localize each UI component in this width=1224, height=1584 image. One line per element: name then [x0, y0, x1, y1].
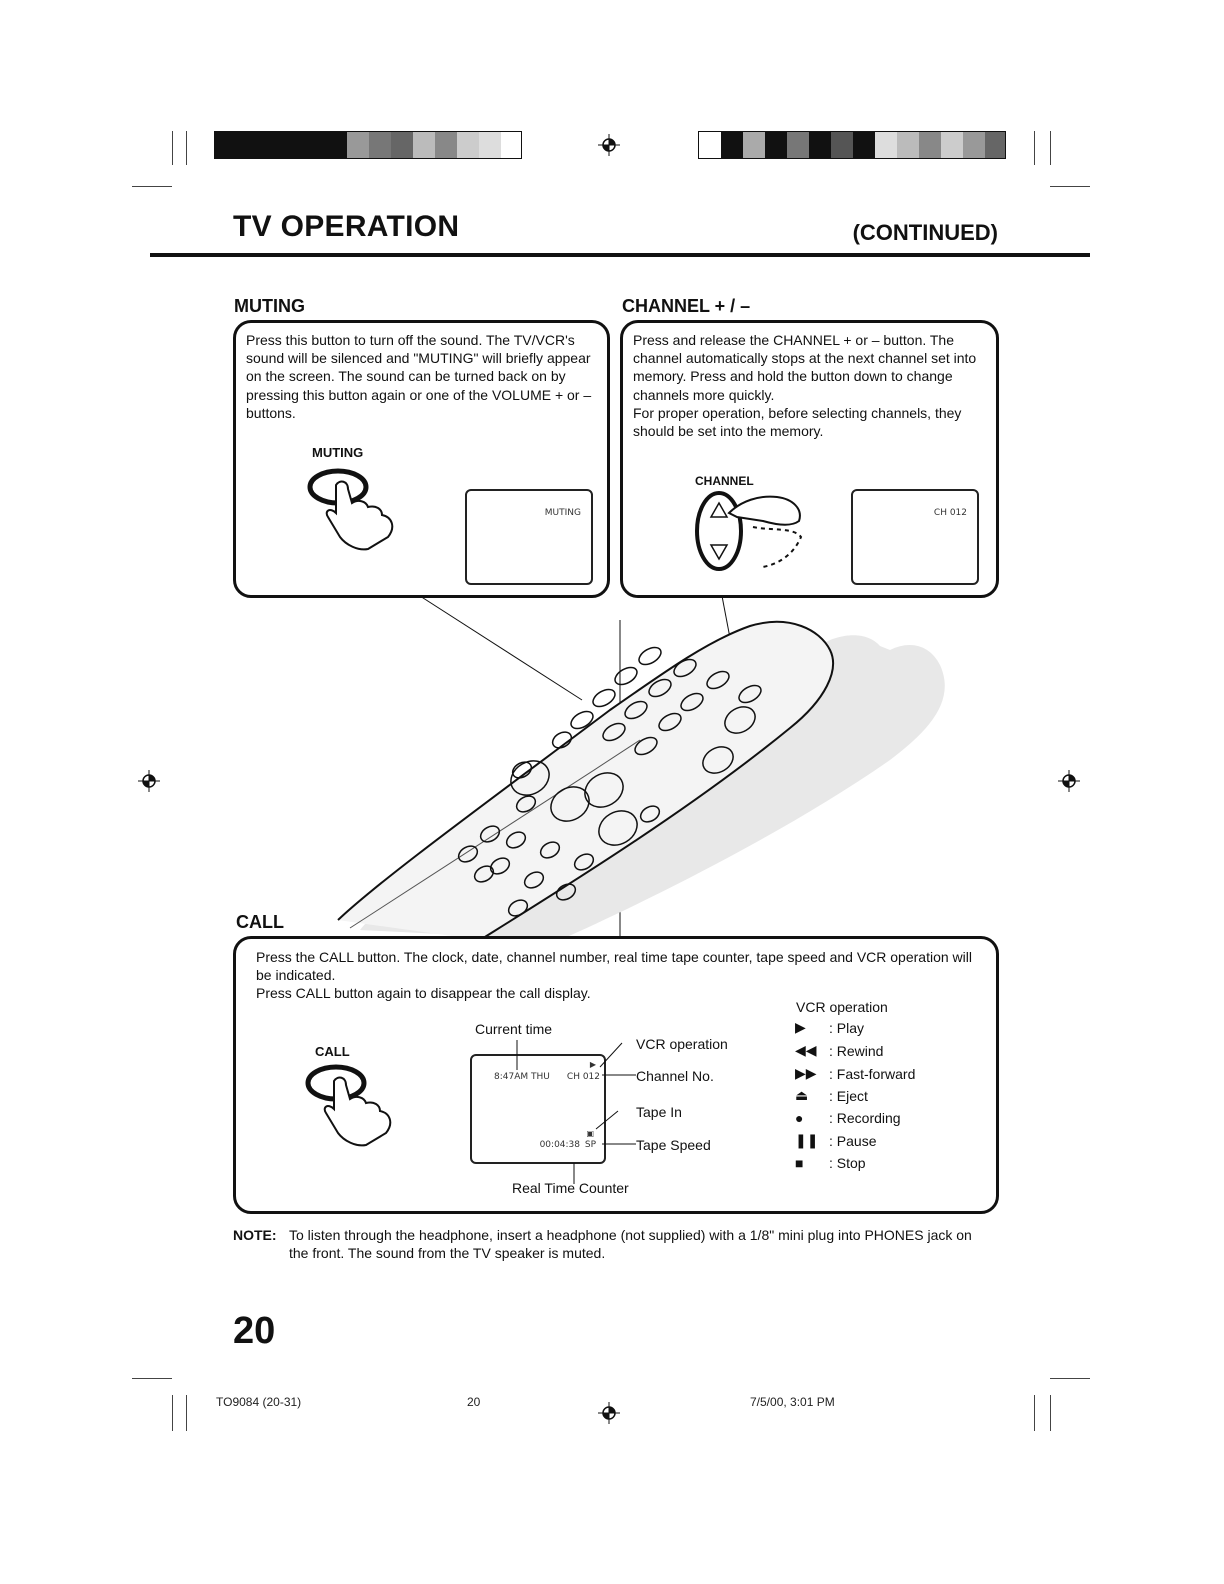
eject-icon: ⏏ — [795, 1087, 809, 1103]
call-description-line-2: Press CALL button again to disappear the call display. — [256, 985, 591, 1002]
crop-mark — [1050, 131, 1051, 165]
record-icon: ● — [795, 1110, 804, 1126]
channel-panel — [620, 320, 999, 598]
channel-description — [633, 331, 989, 440]
call-osd-play-icon: ▶ — [589, 1060, 596, 1069]
muting-button-label: MUTING — [312, 445, 364, 460]
legend-row-fast-forward: ▶▶ : Fast-forward — [795, 1065, 916, 1082]
footer-timestamp: 7/5/00, 3:01 PM — [750, 1395, 835, 1409]
muting-heading: MUTING — [234, 296, 305, 316]
rewind-icon: ◀◀ — [795, 1042, 817, 1058]
muting-tv-screen — [465, 489, 593, 585]
callout-vcr-operation: VCR operation — [636, 1036, 728, 1052]
play-icon: ▶ — [795, 1019, 806, 1035]
stop-icon: ■ — [795, 1155, 804, 1171]
channel-description-line-1: Press and release the CHANNEL + or – button. The channel automatically stops at the next channel set into memory. Press and hold the button down to change channels more quickly. — [633, 332, 977, 403]
call-button-label: CALL — [315, 1044, 350, 1059]
crop-mark — [1050, 1378, 1090, 1379]
call-osd-counter: 00:04:38 — [539, 1140, 580, 1150]
legend-row-play: ▶ : Play — [795, 1019, 865, 1036]
channel-description-line-2: For proper operation, before selecting channels, they should be set into the memory. — [633, 404, 962, 440]
callout-channel-no: Channel No. — [636, 1068, 714, 1084]
tape-in-icon: ▣ — [586, 1129, 594, 1138]
callout-tape-in: Tape In — [636, 1104, 682, 1120]
page-number: 20 — [233, 1310, 276, 1352]
registration-mark-icon — [598, 134, 620, 156]
legend-title: VCR operation — [796, 999, 888, 1015]
callout-tape-speed: Tape Speed — [636, 1137, 711, 1153]
crop-mark — [186, 1395, 187, 1431]
footer-page: 20 — [467, 1395, 481, 1409]
crop-mark — [1034, 1395, 1035, 1431]
registration-mark-icon — [1058, 770, 1080, 792]
channel-heading: CHANNEL + / – — [622, 296, 751, 316]
callout-current-time: Current time — [475, 1021, 553, 1037]
call-osd-speed: SP — [584, 1140, 596, 1150]
crop-mark — [1034, 131, 1035, 165]
crop-mark — [1050, 1395, 1051, 1431]
call-osd-channel: CH 012 — [566, 1072, 600, 1082]
header-rule — [150, 253, 1090, 257]
note-text: To listen through the headphone, insert a headphone (not supplied) with a 1/8" mini plug into PHONES jack on the front. The sound from the TV speaker is muted. — [289, 1227, 972, 1261]
note — [233, 1226, 993, 1262]
callout-real-time-counter: Real Time Counter — [512, 1180, 629, 1196]
muting-osd-text: MUTING — [544, 508, 581, 518]
crop-mark — [172, 131, 173, 165]
legend-row-pause: ❚❚ : Pause — [795, 1132, 877, 1149]
crop-mark — [186, 131, 187, 165]
legend-row-stop: ■ : Stop — [795, 1155, 866, 1171]
pause-icon: ❚❚ — [795, 1132, 819, 1148]
call-heading: CALL — [236, 912, 284, 932]
call-osd-time: 8:47AM THU — [494, 1072, 550, 1082]
color-bar-left — [214, 131, 522, 159]
hand-press-icon — [302, 463, 402, 553]
note-label: NOTE: — [233, 1227, 277, 1243]
color-bar-right — [698, 131, 1006, 159]
crop-mark — [172, 1395, 173, 1431]
remote-control-illustration — [230, 590, 1000, 940]
muting-panel — [233, 320, 610, 598]
fast-forward-icon: ▶▶ — [795, 1065, 817, 1081]
legend-row-eject: ⏏ : Eject — [795, 1087, 868, 1104]
footer-job-code: TO9084 (20-31) — [216, 1395, 302, 1409]
registration-mark-icon — [598, 1402, 620, 1424]
call-description-line-1: Press the CALL button. The clock, date, channel number, real time tape counter, tape speed and VCR operation will be indicated. — [256, 949, 972, 984]
channel-osd-text: CH 012 — [933, 508, 967, 518]
crop-mark — [132, 1378, 172, 1379]
legend-row-rewind: ◀◀ : Rewind — [795, 1042, 884, 1059]
registration-mark-icon — [138, 770, 160, 792]
channel-rocker-icon — [693, 487, 833, 577]
muting-description: Press this button to turn off the sound. The TV/VCR's sound will be silenced and "MUTING" will briefly appear on the screen. The sound can be turned back on by pressing this button again or one of the VOLUME + or – buttons. — [246, 332, 592, 421]
crop-mark — [132, 186, 172, 187]
page-subtitle: (CONTINUED) — [852, 220, 998, 245]
legend-row-recording: ● : Recording — [795, 1110, 901, 1126]
page-title: TV OPERATION — [233, 210, 460, 243]
crop-mark — [1050, 186, 1090, 187]
channel-tv-screen — [851, 489, 979, 585]
channel-button-label: CHANNEL — [695, 474, 754, 488]
